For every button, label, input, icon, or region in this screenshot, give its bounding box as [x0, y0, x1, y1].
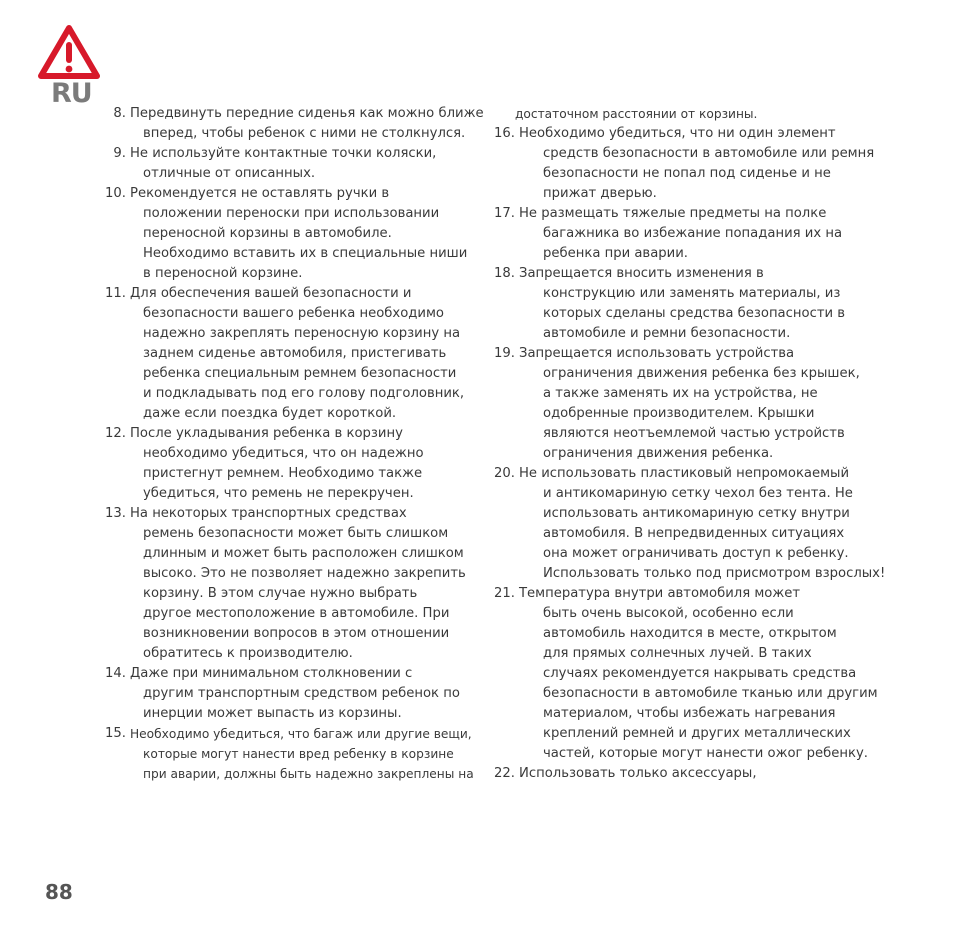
- list-item: [489, 344, 859, 464]
- item-number: 12.: [105, 426, 126, 441]
- item-text: [126, 184, 475, 284]
- text-line: и подкладывать под его голову подголовник,: [143, 386, 465, 401]
- list-item: [100, 504, 475, 664]
- text-line: Не используйте контактные точки коляски,: [130, 146, 437, 161]
- text-line: Рекомендуется не оставлять ручки в: [130, 186, 390, 201]
- text-line: Даже при минимальном столкновении с: [130, 666, 413, 681]
- list-item: [489, 124, 875, 204]
- text-line: безопасности в автомобиле тканью или другим: [543, 686, 878, 701]
- text-line: После укладывания ребенка в корзину: [130, 426, 403, 441]
- text-line: Необходимо убедиться, что багаж или другие вещи,: [130, 727, 472, 741]
- text-line: Для обеспечения вашей безопасности и: [130, 286, 412, 301]
- text-line: инерции может выпасть из корзины.: [143, 706, 402, 721]
- text-line: Использовать только аксессуары,: [519, 766, 757, 781]
- text-line: ограничения движения ребенка.: [543, 446, 774, 461]
- text-line: безопасности вашего ребенка необходимо: [143, 306, 444, 321]
- item-text: [126, 724, 475, 784]
- text-line: Передвинуть передние сиденья как можно ближе: [130, 106, 484, 121]
- list-item: [489, 264, 859, 344]
- item-number: 17.: [494, 206, 515, 221]
- text-line: ремень безопасности может быть слишком: [143, 526, 449, 541]
- item-text: [126, 664, 475, 724]
- text-line: Запрещается использовать устройства: [519, 346, 795, 361]
- text-line: одобренные производителем. Крышки: [543, 406, 815, 421]
- list-item: [100, 724, 475, 784]
- item-text: [515, 344, 860, 464]
- text-line: автомобиле и ремни безопасности.: [543, 326, 791, 341]
- text-line: На некоторых транспортных средствах: [130, 506, 407, 521]
- text-line: другим транспортным средством ребенок по: [143, 686, 460, 701]
- page-number: 88: [45, 880, 73, 904]
- continued-text: [489, 104, 859, 124]
- list-item: [489, 764, 859, 784]
- text-line: переносной корзины в автомобиле.: [143, 226, 392, 241]
- text-line: для прямых солнечных лучей. В таких: [543, 646, 812, 661]
- text-line: материалом, чтобы избежать нагревания: [543, 706, 836, 721]
- item-number: 14.: [105, 666, 126, 681]
- text-line: быть очень высокой, особенно если: [543, 606, 794, 621]
- item-text: [126, 424, 475, 504]
- list-item: [489, 204, 859, 264]
- text-line: надежно закреплять переносную корзину на: [143, 326, 461, 341]
- text-line: автомобиля. В непредвиденных ситуациях: [543, 526, 845, 541]
- text-line: прижат дверью.: [543, 186, 657, 201]
- text-line: использовать антикомариную сетку внутри: [543, 506, 850, 521]
- list-item: [489, 584, 878, 764]
- text-line: багажника во избежание попадания их на: [543, 226, 843, 241]
- text-line: а также заменять их на устройства, не: [543, 386, 818, 401]
- text-line: даже если поездка будет короткой.: [143, 406, 397, 421]
- text-line: пристегнут ремнем. Необходимо также: [143, 466, 423, 481]
- text-line: в переносной корзине.: [143, 266, 303, 281]
- text-line: высоко. Это не позволяет надежно закрепить: [143, 566, 466, 581]
- item-text: [126, 504, 475, 664]
- item-number: 11.: [105, 286, 126, 301]
- item-text: [126, 284, 475, 424]
- text-line: Не использовать пластиковый непромокаемый: [519, 466, 850, 481]
- text-line: Температура внутри автомобиля может: [519, 586, 801, 601]
- item-text: [515, 764, 859, 784]
- item-text: [515, 264, 859, 344]
- language-label: RU: [51, 78, 92, 109]
- list-item: [100, 424, 475, 504]
- item-number: 10.: [105, 186, 126, 201]
- list-item: [489, 464, 886, 584]
- text-line: конструкцию или заменять материалы, из: [543, 286, 841, 301]
- text-line: необходимо убедиться, что он надежно: [143, 446, 424, 461]
- text-line: Использовать только под присмотром взрослых!: [543, 566, 886, 581]
- text-line: Не размещать тяжелые предметы на полке: [519, 206, 827, 221]
- right-column: [489, 104, 886, 784]
- text-line: положении переноски при использовании: [143, 206, 440, 221]
- item-text: [515, 464, 885, 584]
- item-number: 20.: [494, 466, 515, 481]
- text-line: заднем сиденье автомобиля, пристегивать: [143, 346, 447, 361]
- warning-triangle-icon: [37, 24, 101, 82]
- item-number: 18.: [494, 266, 515, 281]
- text-line: длинным и может быть расположен слишком: [143, 546, 464, 561]
- item-number: 8.: [113, 106, 126, 121]
- text-line: частей, которые могут нанести ожог ребенку.: [543, 746, 868, 761]
- text-line: ребенка специальным ремнем безопасности: [143, 366, 457, 381]
- text-line: вперед, чтобы ребенок с ними не столкнулся.: [143, 126, 466, 141]
- text-line: средств безопасности в автомобиле или ремня: [543, 146, 875, 161]
- text-line: креплений ремней и других металлических: [543, 726, 851, 741]
- text-line: Необходимо убедиться, что ни один элемент: [519, 126, 836, 141]
- item-number: 22.: [494, 766, 515, 781]
- text-line: Необходимо вставить их в специальные ниши: [143, 246, 468, 261]
- text-line: Запрещается вносить изменения в: [519, 266, 764, 281]
- text-line: ребенка при аварии.: [543, 246, 688, 261]
- list-item: [100, 284, 475, 424]
- item-text: [515, 584, 878, 764]
- text-line: обратитесь к производителю.: [143, 646, 353, 661]
- item-number: 15.: [105, 726, 126, 741]
- list-item: [100, 104, 484, 144]
- item-text: [515, 204, 859, 264]
- item-number: 21.: [494, 586, 515, 601]
- item-text: [126, 104, 484, 144]
- text-line: при аварии, должны быть надежно закреплены на: [143, 767, 474, 781]
- item-number: 9.: [113, 146, 126, 161]
- list-item: [100, 184, 475, 284]
- text-line: автомобиль находится в месте, открытом: [543, 626, 837, 641]
- item-number: 19.: [494, 346, 515, 361]
- text-line: которые могут нанести вред ребенку в корзине: [143, 747, 454, 761]
- text-line: и антикомариную сетку чехол без тента. Не: [543, 486, 853, 501]
- list-item: [100, 144, 475, 184]
- text-line: являются неотъемлемой частью устройств: [543, 426, 845, 441]
- text-line: ограничения движения ребенка без крышек,: [543, 366, 860, 381]
- text-line: безопасности не попал под сиденье и не: [543, 166, 831, 181]
- list-item: [100, 664, 475, 724]
- item-text: [515, 124, 874, 204]
- continued-line: достаточном расстоянии от корзины.: [515, 107, 758, 121]
- item-text: [126, 144, 475, 184]
- item-number: 16.: [494, 126, 515, 141]
- text-line: возникновении вопросов в этом отношении: [143, 626, 450, 641]
- text-line: она может ограничивать доступ к ребенку.: [543, 546, 849, 561]
- text-line: случаях рекомендуется накрывать средства: [543, 666, 857, 681]
- item-number: 13.: [105, 506, 126, 521]
- text-line: отличные от описанных.: [143, 166, 316, 181]
- left-column: [100, 104, 484, 784]
- text-line: которых сделаны средства безопасности в: [543, 306, 846, 321]
- text-line: убедиться, что ремень не перекручен.: [143, 486, 414, 501]
- text-line: корзину. В этом случае нужно выбрать: [143, 586, 418, 601]
- text-line: другое местоположение в автомобиле. При: [143, 606, 450, 621]
